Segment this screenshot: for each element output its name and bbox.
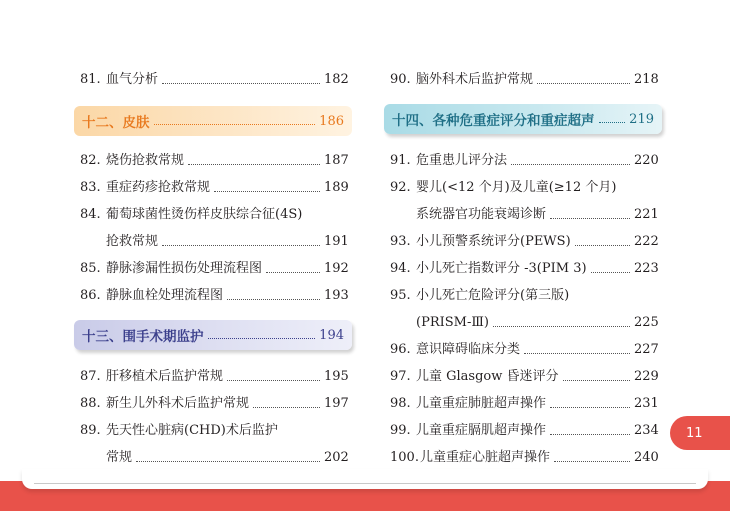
entry-page: 227 [634,342,659,357]
entry-page: 187 [324,153,349,168]
entry-number: 96. [390,342,411,357]
toc-entry[interactable] [388,339,658,361]
toc-entry[interactable] [78,204,348,226]
entry-page: 189 [324,180,349,195]
section-header-skin[interactable] [74,106,352,136]
entry-number: 82. [80,153,101,168]
toc-entry[interactable] [388,150,658,172]
toc-entry[interactable] [388,393,658,415]
entry-title: 静脉血栓处理流程图 [106,288,224,303]
entry-page: 182 [324,72,349,87]
leader-dots [253,406,320,408]
entry-title: 儿童重症肺脏超声操作 [416,396,547,411]
section-header-perioperative[interactable] [74,320,352,350]
toc-entry[interactable] [78,69,348,91]
entry-title: 抢救常规 [106,234,159,249]
entry-number: 89. [80,423,101,438]
leader-dots [493,325,630,327]
entry-page: 240 [634,450,659,465]
toc-entry[interactable] [388,177,658,199]
toc-entry[interactable] [388,447,658,469]
page-number-tab [670,416,730,450]
entry-number: 93. [390,234,411,249]
entry-page: 223 [634,261,659,276]
entry-page: 191 [324,234,349,249]
entry-number: 100. [390,450,419,465]
leader-dots [550,406,630,408]
entry-page: 234 [634,423,659,438]
section-header-scoring-ultrasound[interactable] [384,104,662,134]
entry-number: 90. [390,72,411,87]
leader-dots [511,163,630,165]
entry-number: 88. [80,396,101,411]
entry-page: 192 [324,261,349,276]
leader-dots [550,433,630,435]
entry-title: 新生儿外科术后监护常规 [106,396,250,411]
toc-entry[interactable] [388,285,658,307]
toc-entry[interactable] [78,420,348,442]
entry-number: 97. [390,369,411,384]
leader-dots [136,460,320,462]
entry-page: 222 [634,234,659,249]
entry-page: 221 [634,207,659,222]
leader-dots [550,217,630,219]
leader-dots [162,82,320,84]
entry-title: 意识障碍临床分类 [416,342,521,357]
entry-title: 血气分析 [106,72,159,87]
entry-title: 先天性心脏病(CHD)术后监护 [106,423,278,438]
toc-entry[interactable] [388,231,658,253]
entry-page: 231 [634,396,659,411]
toc-entry[interactable] [388,420,658,442]
page-number: 11 [686,425,703,441]
entry-page: 193 [324,288,349,303]
leader-dots [162,244,320,246]
toc-entry[interactable] [78,366,348,388]
section-page: 186 [319,113,344,129]
entry-title: 小儿预警系统评分(PEWS) [416,234,571,249]
entry-number: 81. [80,72,101,87]
section-title: 十二、皮肤 [82,115,150,131]
toc-entry-continuation[interactable] [388,312,658,334]
entry-page: 229 [634,369,659,384]
toc-entry-continuation[interactable] [78,447,348,469]
toc-entry[interactable] [78,393,348,415]
entry-page: 197 [324,396,349,411]
entry-title: 葡萄球菌性烫伤样皮肤综合征(4S) [106,207,303,222]
toc-entry-continuation[interactable] [78,231,348,253]
leader-dots [591,271,630,273]
entry-number: 83. [80,180,101,195]
entry-title: (PRISM-Ⅲ) [416,315,489,330]
entry-title: 儿童 Glasgow 昏迷评分 [416,369,559,384]
toc-entry[interactable] [78,150,348,172]
entry-page: 218 [634,72,659,87]
entry-title: 儿童重症膈肌超声操作 [416,423,547,438]
bottom-divider [34,483,696,484]
toc-entry[interactable] [78,285,348,307]
entry-page: 220 [634,153,659,168]
toc-entry-continuation[interactable] [388,204,658,226]
leader-dots [208,337,316,339]
entry-number: 87. [80,369,101,384]
entry-page: 202 [324,450,349,465]
entry-page: 225 [634,315,659,330]
entry-title: 危重患儿评分法 [416,153,508,168]
entry-title: 儿童重症心脏超声操作 [420,450,551,465]
entry-number: 98. [390,396,411,411]
entry-number: 85. [80,261,101,276]
toc-entry[interactable] [78,258,348,280]
entry-title: 常规 [106,450,133,465]
entry-title: 系统器官功能衰竭诊断 [416,207,547,222]
bottom-paper-edge [22,469,708,489]
toc-entry[interactable] [78,177,348,199]
toc-entry[interactable] [388,69,658,91]
leader-dots [537,82,630,84]
leader-dots [154,123,316,125]
leader-dots [524,352,630,354]
entry-title: 小儿死亡指数评分 -3(PIM 3) [416,261,587,276]
entry-number: 92. [390,180,411,195]
entry-title: 脑外科术后监护常规 [416,72,534,87]
toc-entry[interactable] [388,258,658,280]
section-page: 194 [319,327,344,343]
leader-dots [214,190,320,192]
entry-number: 95. [390,288,411,303]
entry-title: 静脉渗漏性损伤处理流程图 [106,261,263,276]
entry-title: 小儿死亡危险评分(第三版) [416,288,570,303]
entry-title: 重症药疹抢救常规 [106,180,211,195]
entry-title: 婴儿(<12 个月)及儿童(≥12 个月) [416,180,617,195]
leader-dots [563,379,630,381]
entry-title: 烧伤抢救常规 [106,153,185,168]
leader-dots [188,163,320,165]
entry-number: 99. [390,423,411,438]
entry-number: 86. [80,288,101,303]
entry-number: 84. [80,207,101,222]
toc-entry[interactable] [388,366,658,388]
section-title: 十四、各种危重症评分和重症超声 [392,113,595,129]
leader-dots [554,460,630,462]
section-title: 十三、围手术期监护 [82,329,204,345]
entry-number: 91. [390,153,411,168]
leader-dots [266,271,320,273]
entry-page: 195 [324,369,349,384]
leader-dots [227,379,320,381]
entry-title: 肝移植术后监护常规 [106,369,224,384]
entry-number: 94. [390,261,411,276]
leader-dots [227,298,320,300]
leader-dots [599,121,626,123]
section-page: 219 [629,111,654,127]
leader-dots [575,244,630,246]
